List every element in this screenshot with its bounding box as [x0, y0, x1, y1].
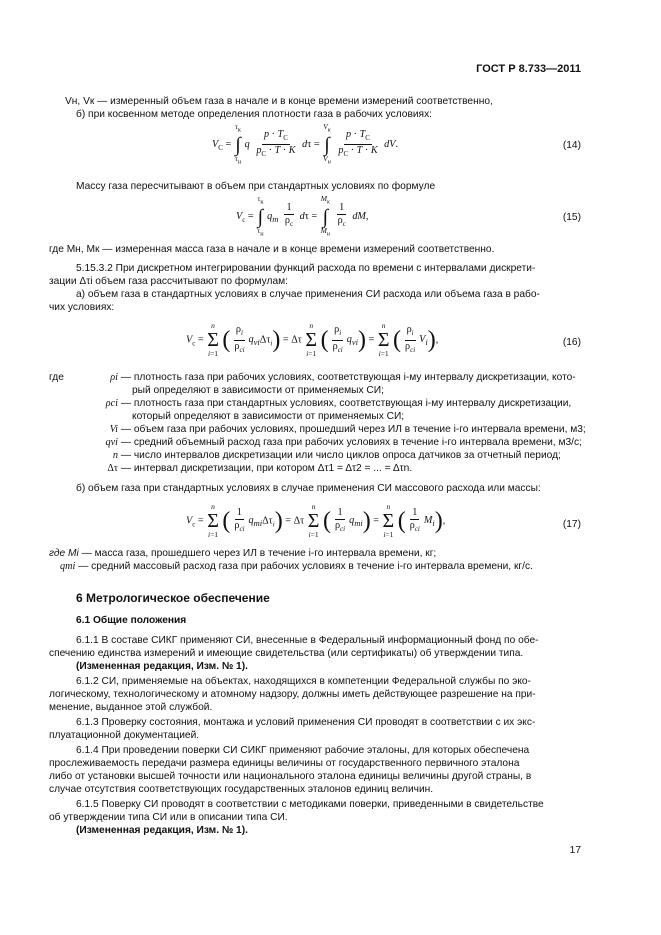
text-line: б) при косвенном методе определения плотности газа в рабочих условиях: [76, 109, 432, 120]
amendment-note: (Измененная редакция, Изм. № 1). [76, 661, 248, 672]
paragraph-line: 6.1.3 Проверку состояния, монтажа и условий применения СИ проводят в соответствии с их экс- [76, 717, 536, 728]
paragraph-line: плуатационной документацией. [49, 730, 200, 741]
paragraph-line: случае отсутствия соответствующих государственных эталонов единиц величин. [49, 784, 434, 795]
page-number: 17 [569, 845, 581, 856]
paragraph-line: об утверждении типа СИ или в описании типа СИ. [49, 812, 288, 823]
paragraph-line: 6.1.1 В составе СИКГ применяют СИ, внесенные в Федеральный информационный фонд по обе- [76, 635, 539, 646]
amendment-note: (Измененная редакция, Изм. № 1). [76, 825, 248, 836]
paragraph-line: 6.1.5 Поверку СИ проводят в соответствии с методиками поверки, приведенными в свидетельстве [76, 799, 544, 810]
text-line: а) объем газа в стандартных условиях в случае применения СИ расхода или объема газа в рабо- [76, 289, 540, 300]
text-line: б) объем газа при стандартных условиях в случае применения СИ массового расхода или массы: [76, 483, 541, 494]
text-line: Массу газа пересчитывают в объем при стандартных условиях по формуле [76, 181, 436, 192]
standard-number: ГОСТ Р 8.733—2011 [476, 63, 581, 75]
definition-row: Vi — объем газа при рабочих условиях, прошедший через ИЛ в течение i-го интервала времени, м3; [109, 424, 586, 435]
paragraph-line: 6.1.4 При проведении поверки СИ СИКГ применяют рабочие эталоны, для которых обеспечена [76, 745, 530, 756]
paragraph-line: логическому, технологическому и атомному надзору, должны иметь действующее разрешение на при- [49, 689, 536, 700]
equation-number: (16) [562, 337, 581, 348]
definition-row: ρi — плотность газа при рабочих условиях, соответствующая i-му интервалу дискретизации, кото- [110, 372, 576, 383]
subsection-title: 6.1 Общие положения [76, 615, 187, 626]
equation-16: $V_c$ = n Σ i=1 ( $\frac{\rho_i}{\rho_{ci}}$ $q_{vi}\Delta\tau_i) = \Delta\tau$ n Σ i=1 ( $\frac{\rho_i}{\rho_{ci}}$ $q_{vi}$) = n Σ i=1 ( $\frac{\rho_i}{\rho_{ci}}$ $V_i$), [186, 321, 439, 358]
paragraph-line: либо от установки высшей точности или национального эталона единицы величины другой страны, в [49, 771, 532, 782]
equation-number: (14) [562, 140, 581, 151]
equation-number: (15) [562, 212, 581, 223]
definition-row: qmi — средний массовый расход газа при рабочих условиях в течение i-го интервала времени, кг/с. [60, 561, 533, 572]
definition-row: ρci — плотность газа при стандартных условиях, соответствующая i-му интервалу дискретизации, [105, 398, 572, 409]
text-line: чих условиях: [49, 302, 115, 313]
definition-row: qvi — средний объемный расход газа при рабочих условиях в течение i-го интервала времени, м3/с; [105, 437, 582, 448]
equation-number: (17) [562, 519, 581, 530]
definition-row: где Mi — масса газа, прошедшего через ИЛ в течение i-го интервала времени, кг; [49, 548, 437, 559]
where-label: где [49, 372, 64, 383]
paragraph-line: спечению единства измерений и имеющие свидетельства (или сертификаты) об утверждении типа. [49, 648, 524, 659]
paragraph-line: 6.1.2 СИ, применяемые на объектах, находящихся в компетенции Федеральной службы по эко- [76, 676, 531, 687]
equation-15: $V_c$ = $\tau_к$ ∫ $\tau_н$ $q_m$ $\frac{1}{\rho_c}$ dτ = $M_к$ ∫ $M_н$ $\frac{1}{\rho_c}$ dM, [236, 194, 369, 237]
text-line: где Mн, Mк — измеренная масса газа в начале и в конце времени измерений соответственно. [49, 244, 495, 255]
definition-cont: который определяют в зависимости от применяемых СИ; [132, 411, 405, 422]
section-title: 6 Метрологическое обеспечение [76, 591, 270, 605]
text-line: зации Δτi объем газа рассчитывают по формулам: [49, 276, 288, 287]
definition-row: Δτ — интервал дискретизации, при котором Δτ1 = Δτ2 = ... = Δτn. [107, 463, 413, 474]
paragraph-line: прослеживаемость передачи размера единицы величины от государственного первичного эталона [49, 758, 520, 769]
equation-17: $V_c$ = n Σ i=1 ( $\frac{1}{\rho_{ci}}$ $q_{mi}\Delta\tau_i) = \Delta\tau$ n Σ i=1 ( $\frac{1}{\rho_{ci}}$ $q_{mi}$) = n Σ i=1 ( $\frac{1}{\rho_{ci}}$ $M_i$), [186, 502, 446, 539]
equation-14: $V_C$ = $\tau_к$ ∫ $\tau_н$ q $\frac{p \cdot T_C}{p_C \cdot T \cdot K}$ dτ = $V_к$ ∫ $V_н$ $\frac{p \cdot T_C}{p_C \cdot T \cdot K}$ dV. [212, 122, 399, 165]
paragraph-line: менение, выданное этой службой. [49, 702, 213, 713]
definition-cont: рый определяют в зависимости от применяемых СИ; [132, 385, 384, 396]
text-line: 5.15.3.2 При дискретном интегрировании функций расхода по времени с интервалами дискрети- [76, 263, 536, 274]
definition-row: n — число интервалов дискретизации или число циклов опроса датчиков за отчетный период; [112, 450, 561, 461]
text-line: Vн, Vк — измеренный объем газа в начале и в конце времени измерений соответственно, [65, 96, 493, 107]
